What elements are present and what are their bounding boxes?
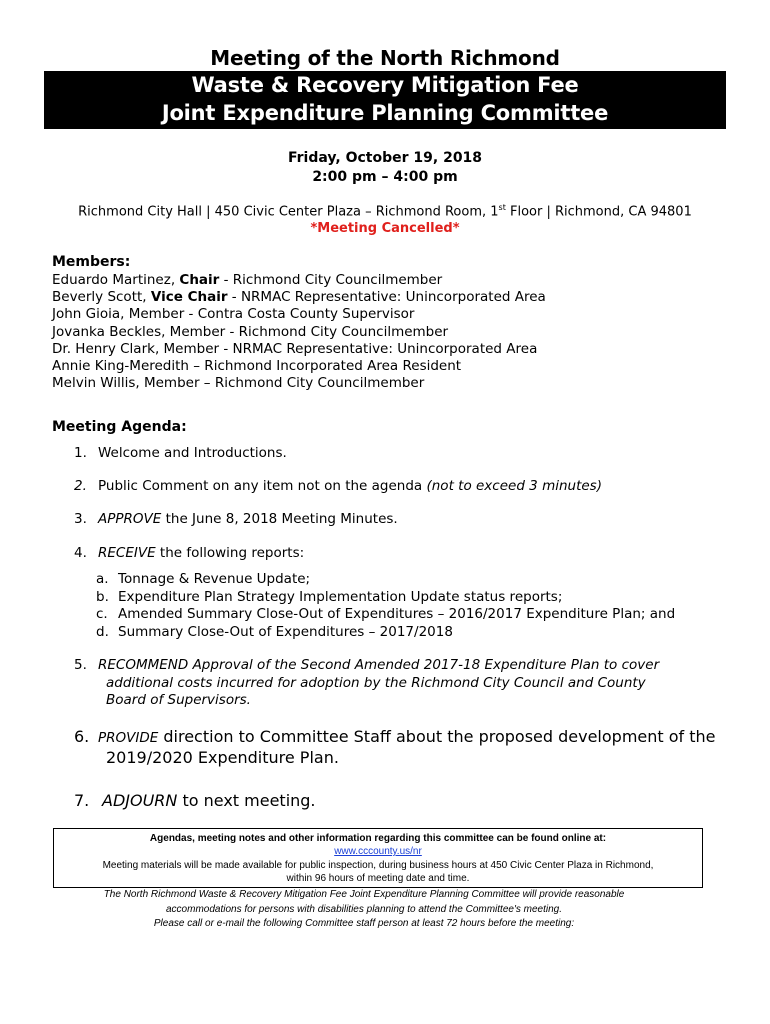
info-box-heading: Agendas, meeting notes and other information regarding this committee can be found online at: [149,833,607,844]
member-item: Beverly Scott, Vice Chair - NRMAC Representative: Unincorporated Area [52,289,546,306]
banner-line-2: Joint Expenditure Planning Committee [161,101,609,125]
members-list [52,272,546,392]
agenda-item-6: 6. PROVIDE direction to Committee Staff about the proposed development of the 2019/2020 Expenditure Plan. [74,727,716,767]
meeting-date: Friday, October 19, 2018 [287,150,483,166]
member-item: Melvin Willis, Member – Richmond City Councilmember [52,375,425,392]
subitem-b: b. Expenditure Plan Strategy Implementation Update status reports; [96,588,563,605]
info-box [53,828,703,888]
meeting-datetime [0,149,770,187]
meeting-location: Richmond City Hall | 450 Civic Center Plaza – Richmond Room, 1st Floor | Richmond, CA 94801 [78,203,692,220]
member-item: Annie King-Meredith – Richmond Incorporated Area Resident [52,358,462,375]
accessibility-note-2: accommodations for persons with disabilities planning to attend the Committee's meeting. [165,903,562,915]
subitem-c: c. Amended Summary Close-Out of Expenditures – 2016/2017 Expenditure Plan; and [96,606,676,622]
member-item: Dr. Henry Clark, Member - NRMAC Representative: Unincorporated Area [52,340,538,357]
agenda-item-3: 3. APPROVE the June 8, 2018 Meeting Minutes. [74,511,398,527]
cancelled-notice: *Meeting Cancelled* [310,221,460,236]
agenda-item-2: 2. Public Comment on any item not on the agenda (not to exceed 3 minutes) [74,478,602,494]
accessibility-note-3: Please call or e-mail the following Committee staff person at least 72 hours before the meeting: [153,918,575,929]
agenda-item-4: 4. RECEIVE the following reports: [74,545,305,561]
meeting-title: Meeting of the North Richmond [210,46,560,70]
committee-banner [44,71,726,129]
agenda-item-5: 5. RECOMMEND Approval of the Second Amended 2017-18 Expenditure Plan to cover additional costs incurred for adoption by the Richmond City Council and County Board of Supervisors. [74,657,660,708]
committee-website-link[interactable]: www.cccounty.us/nr [334,846,422,858]
agenda-item-1: 1. Welcome and Introductions. [74,445,287,461]
banner-line-1: Waste & Recovery Mitigation Fee [191,73,579,97]
member-item: Eduardo Martinez, Chair - Richmond City Councilmember [52,272,443,288]
member-item: Jovanka Beckles, Member - Richmond City Councilmember [52,323,449,340]
subitem-d: d. Summary Close-Out of Expenditures – 2017/2018 [96,623,453,640]
info-box-line-4: within 96 hours of meeting date and time. [286,872,470,884]
agenda-item-7: 7. ADJOURN to next meeting. [74,791,316,810]
member-item: John Gioia, Member - Contra Costa County Supervisor [52,306,415,323]
accessibility-note-1: The North Richmond Waste & Recovery Mitigation Fee Joint Expenditure Planning Committee will provide reasonable [103,889,625,900]
subitem-a: a. Tonnage & Revenue Update; [96,571,311,587]
accessibility-notes [0,888,728,932]
info-box-line-3: Meeting materials will be made available for public inspection, during business hours at 450 Civic Center Plaza in Richmond, [102,859,654,871]
meeting-time: 2:00 pm – 4:00 pm [312,169,458,185]
agenda-item-4-subitems [96,571,675,641]
agenda-heading: Meeting Agenda: [52,419,187,435]
members-heading: Members: [52,254,131,270]
